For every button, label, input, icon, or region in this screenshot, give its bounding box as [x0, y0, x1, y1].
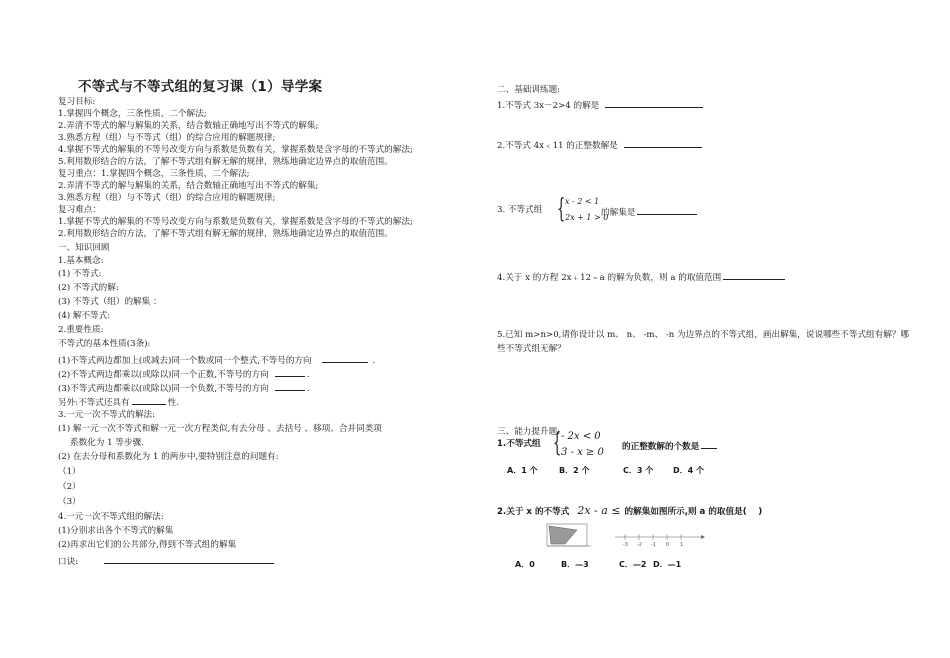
key-item: 2.弄清不等式的解与解集的关系，结合数轴正确地写出不等式的解集;: [58, 181, 319, 191]
inequality-system: { - 2x < 0 3 - x ≥ 0: [553, 428, 604, 458]
advanced-heading: 三、能力提升题:: [497, 427, 561, 437]
goals-heading: 复习目标:: [58, 97, 96, 107]
answer-blank[interactable]: [132, 395, 166, 405]
solve-note-item: （2）: [58, 482, 81, 492]
option-a[interactable]: A．0: [515, 560, 535, 569]
concept-item: (4) 解不等式:: [58, 311, 111, 321]
answer-blank[interactable]: [322, 353, 368, 363]
question-3-tail: 的解集是: [601, 205, 699, 219]
option-c[interactable]: C．3 个: [623, 466, 654, 475]
property-also: 另外:不等式还具有 性.: [58, 395, 179, 409]
basic-heading: 二、基础训练题:: [497, 85, 561, 95]
solve-note-item: （3）: [58, 497, 81, 507]
property-item: (2)不等式两边都乘以(或除以)同一个正数,不等号的方向 .: [58, 367, 309, 381]
option-d[interactable]: D．4 个: [673, 466, 704, 475]
concept-item: (3) 不等式（组）的解集 ：: [58, 297, 162, 307]
brace-icon: {: [557, 194, 566, 224]
number-line: [615, 534, 705, 548]
concept-item: (1) 不等式:: [58, 269, 102, 279]
question-2: 2.不等式 4x﹤11 的正整数解是: [497, 138, 704, 152]
group-heading: 4.一元一次不等式组的解法:: [58, 512, 164, 522]
page-title: 不等式与不等式组的复习课（1）导学案: [78, 79, 323, 95]
key-item: 3.熟悉方程（组）与不等式（组）的综合应用的解题规律;: [58, 193, 276, 203]
number-line-arrow: [701, 535, 705, 539]
solve-step: (1) 解一元一次不等式和解一元一次方程类似,有去分母 、去括号 、移项、合并同类项: [58, 424, 382, 434]
group-step: (2)再求出它们的公共部分,得到不等式组的解集: [58, 540, 237, 550]
option-a[interactable]: A．1 个: [507, 466, 538, 475]
difficulty-item: 1.掌握不等式的解集的不等号改变方向与系数是负数有关，掌握系数是含字母的不等式的解法;: [58, 217, 413, 227]
answer-blank[interactable]: [701, 439, 717, 449]
tick-label: -2: [637, 542, 642, 548]
solve-note: (2) 在去分母和系数化为 1 的两步中,要特别注意的问题有:: [58, 452, 279, 462]
solve-heading: 3.一元一次不等式的解法:: [58, 410, 156, 420]
question-5-cont: 些不等式组无解？: [497, 344, 566, 354]
tick-label: 0: [666, 542, 670, 548]
goal-item: 3.熟悉方程（组）与不等式（组）的综合应用的解题规律;: [58, 133, 276, 143]
tick-label: -3: [623, 542, 628, 548]
mnemonic-line: 口诀:: [58, 554, 276, 568]
review-heading: 一、知识回顾: [58, 243, 110, 253]
sketch-shape: [549, 526, 577, 544]
advanced-question-1-tail: 的正整数解的个数是: [622, 439, 719, 453]
solve-step-cont: 系数化为 1 等步骤.: [70, 438, 144, 448]
question-1: 1.不等式 3x－2>4 的解是: [497, 98, 705, 112]
brace-icon: {: [553, 428, 562, 458]
option-c[interactable]: C．—2: [619, 560, 647, 569]
concept-heading: 1.基本概念:: [58, 256, 104, 266]
advanced-question-1-lead: 1.不等式组: [497, 439, 541, 449]
answer-blank[interactable]: [624, 138, 702, 148]
question-3-lead: 3. 不等式组: [497, 205, 543, 215]
option-b[interactable]: B．—3: [561, 560, 589, 569]
answer-blank[interactable]: [637, 205, 697, 215]
option-d[interactable]: D．—1: [653, 560, 682, 569]
goal-item: 2.弄清不等式的解与解集的关系，结合数轴正确地写出不等式的解集;: [58, 121, 319, 131]
property-item: (3)不等式两边都乘以(或除以)同一个负数,不等号的方向 .: [58, 381, 309, 395]
goal-item: 5.利用数形结合的方法，了解不等式组有解无解的规律，熟练地确定边界点的取值范围。: [58, 157, 393, 167]
answer-blank[interactable]: [723, 270, 785, 280]
advanced-question-2: 2.关于 x 的不等式 2x - a ≤ 的解集如图所示,则 a 的取值是( ): [497, 504, 763, 517]
tick-label: -1: [651, 542, 656, 548]
property-subheading: 不等式的基本性质(3条):: [58, 339, 151, 349]
answer-blank[interactable]: [275, 367, 305, 377]
answer-blank[interactable]: [605, 98, 703, 108]
key-heading: 复习重点：1.掌握四个概念，三条性质，二个解法;: [58, 169, 250, 179]
geometry-sketch: [547, 524, 591, 546]
option-b[interactable]: B．2 个: [559, 466, 590, 475]
solve-note-item: （1）: [58, 467, 81, 477]
answer-blank[interactable]: [104, 554, 274, 564]
concept-item: (2) 不等式的解:: [58, 283, 119, 293]
inequality-system: { x - 2 < 1 2x + 1 > 0: [557, 194, 609, 224]
property-item: (1)不等式两边都加上(或减去)同一个数或同一个整式,不等号的方向 .: [58, 353, 375, 367]
property-heading: 2.重要性质:: [58, 325, 104, 335]
goal-item: 4.掌握不等式的解集的不等号改变方向与系数是负数有关，掌握系数是含字母的不等式的解法;: [58, 145, 413, 155]
difficulty-item: 2.利用数形结合的方法，了解不等式组有解无解的规律，熟练地确定边界点的取值范围。: [58, 229, 393, 239]
number-line-figure: [543, 520, 715, 552]
difficulty-heading: 复习难点：: [58, 205, 101, 215]
answer-blank[interactable]: [275, 381, 305, 391]
goal-item: 1.掌握四个概念，三条性质，二个解法;: [58, 109, 207, 119]
question-5: 5.已知 m>n>0,请你设计以 m、 n、 -m、 -n 为边界点的不等式组，画出解集，说说哪些不等式组有解？哪: [497, 330, 910, 340]
question-4: 4.关于 x 的方程 2x﹢12﹦a 的解为负数，则 a 的取值范围: [497, 270, 787, 284]
group-step: (1)分别求出各个不等式的解集: [58, 526, 174, 536]
tick-label: 1: [680, 542, 684, 548]
